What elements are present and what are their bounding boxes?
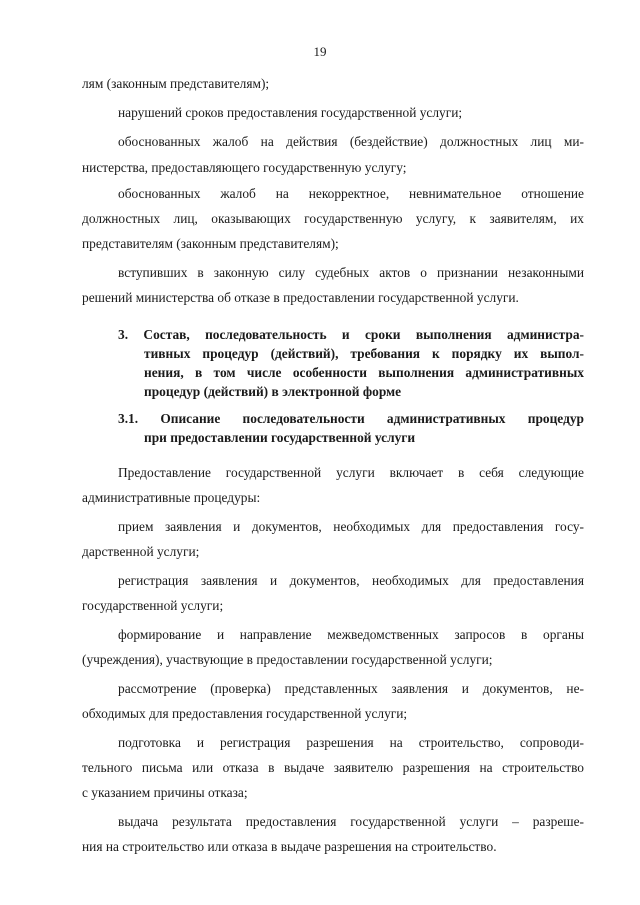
text-line: тельного письма или отказа в выдаче заявителю разрешения на строительство: [82, 760, 584, 775]
section-heading: 3. Состав, последовательность и сроки выполнения администра-: [118, 327, 584, 342]
text-line: должностных лиц, оказывающих государственную услугу, к заявителям, их: [82, 211, 584, 226]
text-line: прием заявления и документов, необходимых для предоставления госу-: [118, 519, 584, 534]
text-line: решений министерства об отказе в предоставлении государственной услуги.: [82, 290, 519, 305]
text-line: дарственной услуги;: [82, 544, 200, 559]
text-line: рассмотрение (проверка) представленных заявления и документов, не-: [118, 681, 584, 696]
text-line: обоснованных жалоб на некорректное, невнимательное отношение: [118, 186, 584, 201]
text-line: вступивших в законную силу судебных актов о признании незаконными: [118, 265, 584, 280]
text-line: нарушений сроков предоставления государственной услуги;: [118, 105, 463, 120]
subsection-heading: 3.1. Описание последовательности административных процедур: [118, 411, 584, 426]
text-line: ния на строительство или отказа в выдаче разрешения на строительство.: [82, 839, 497, 854]
text-line: государственной услуги;: [82, 598, 224, 613]
text-line: обоснованных жалоб на действия (бездействие) должностных лиц ми-: [118, 134, 584, 149]
text-line: с указанием причины отказа;: [82, 785, 248, 800]
text-line: формирование и направление межведомственных запросов в органы: [118, 627, 584, 642]
text-line: регистрация заявления и документов, необходимых для предоставления: [118, 573, 584, 588]
section-heading: нения, в том числе особенности выполнения административных: [144, 365, 584, 380]
text-line: лям (законным представителям);: [82, 76, 270, 91]
text-line: Предоставление государственной услуги включает в себя следующие: [118, 465, 584, 480]
text-line: представителям (законным представителям);: [82, 236, 339, 251]
text-line: выдача результата предоставления государственной услуги – разреше-: [118, 814, 584, 829]
text-line: (учреждения), участвующие в предоставлении государственной услуги;: [82, 652, 493, 667]
page-number: 19: [313, 44, 327, 59]
subsection-heading: при предоставлении государственной услуги: [144, 430, 416, 445]
text-line: подготовка и регистрация разрешения на строительство, сопроводи-: [118, 735, 584, 750]
section-heading: тивных процедур (действий), требования к порядку их выпол-: [144, 346, 584, 361]
text-line: нистерства, предоставляющего государственную услугу;: [82, 160, 407, 175]
text-line: обходимых для предоставления государственной услуги;: [82, 706, 408, 721]
section-heading: процедур (действий) в электронной форме: [144, 384, 402, 399]
text-line: административные процедуры:: [82, 490, 261, 505]
